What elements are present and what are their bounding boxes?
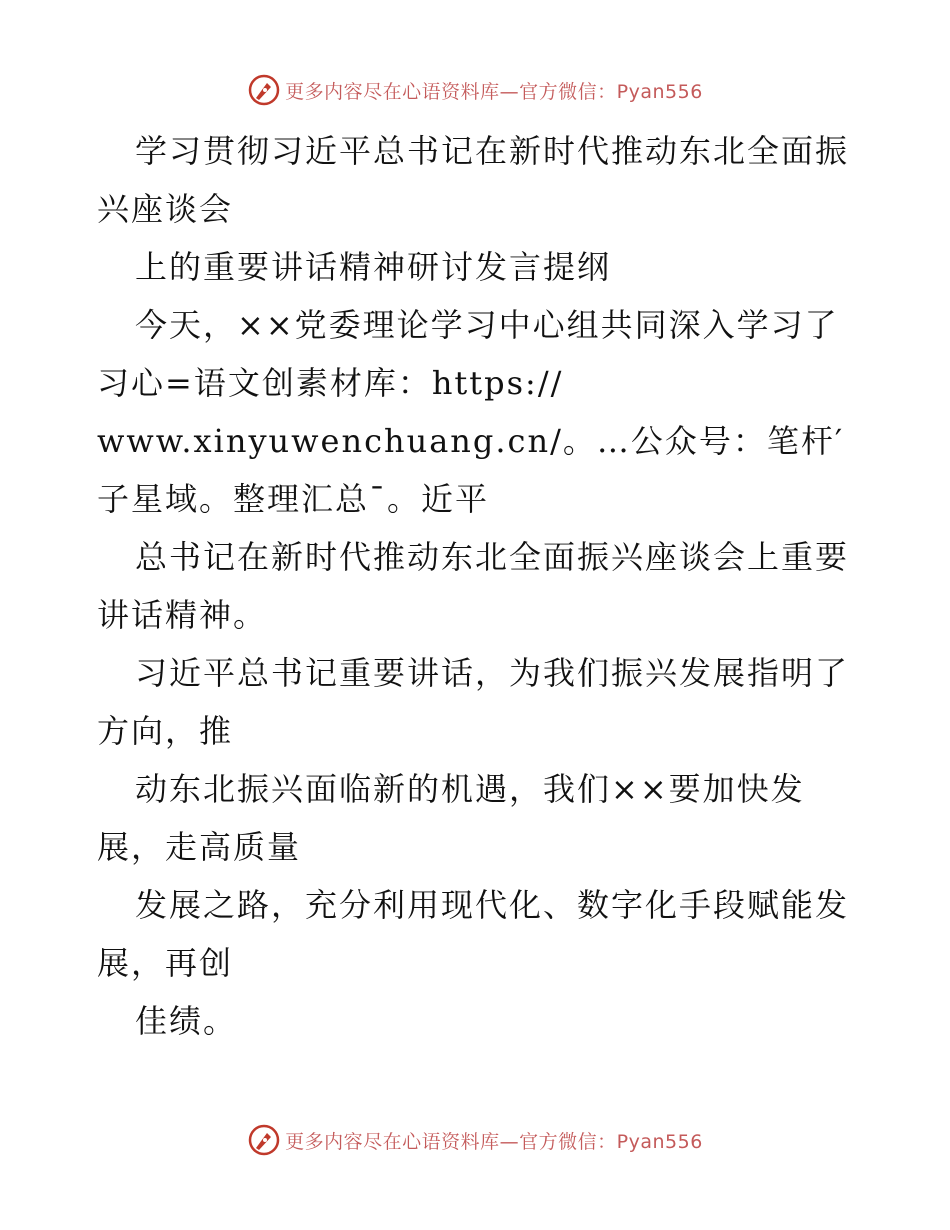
paragraph: [97, 992, 857, 1050]
document-body: [97, 122, 857, 1050]
paragraph-text: 佳绩。: [135, 1002, 238, 1040]
paragraph: [97, 238, 857, 296]
paragraph: [97, 760, 857, 876]
paragraph: [97, 644, 857, 760]
paragraph-text: 今天，××党委理论学习中心组共同深入学习了习心=语文创素材库：https://: [97, 306, 839, 402]
paragraph: [97, 528, 857, 644]
paragraph: [97, 876, 857, 992]
paragraph: [97, 296, 857, 412]
banner-text: 更多内容尽在心语资料库—官方微信：Pyan556: [285, 80, 703, 103]
footer-banner: [0, 1120, 950, 1160]
paragraph-text: 习近平总书记重要讲话，为我们振兴发展指明了方向，推: [97, 654, 850, 750]
paragraph-text: 总书记在新时代推动东北全面振兴座谈会上重要讲话精神。: [97, 538, 850, 634]
banner-text: 更多内容尽在心语资料库—官方微信：Pyan556: [285, 1130, 703, 1153]
paragraph-text: 学习贯彻习近平总书记在新时代推动东北全面振兴座谈会: [97, 132, 850, 228]
paragraph-text: 动东北振兴面临新的机遇，我们××要加快发展，走高质量: [97, 770, 805, 866]
paragraph-text: 上的重要讲话精神研讨发言提纲: [135, 248, 612, 286]
pen-nib-logo-icon: [247, 1123, 281, 1157]
pen-nib-logo-icon: [247, 73, 281, 107]
header-banner: [0, 70, 950, 110]
paragraph: [97, 412, 857, 528]
paragraph-text: 发展之路，充分利用现代化、数字化手段赋能发展，再创: [97, 886, 850, 982]
paragraph: [97, 122, 857, 238]
paragraph-text: www.xinyuwenchuang.cn/。…公众号：笔杆′子星域。整理汇总¯。近平: [97, 422, 845, 518]
